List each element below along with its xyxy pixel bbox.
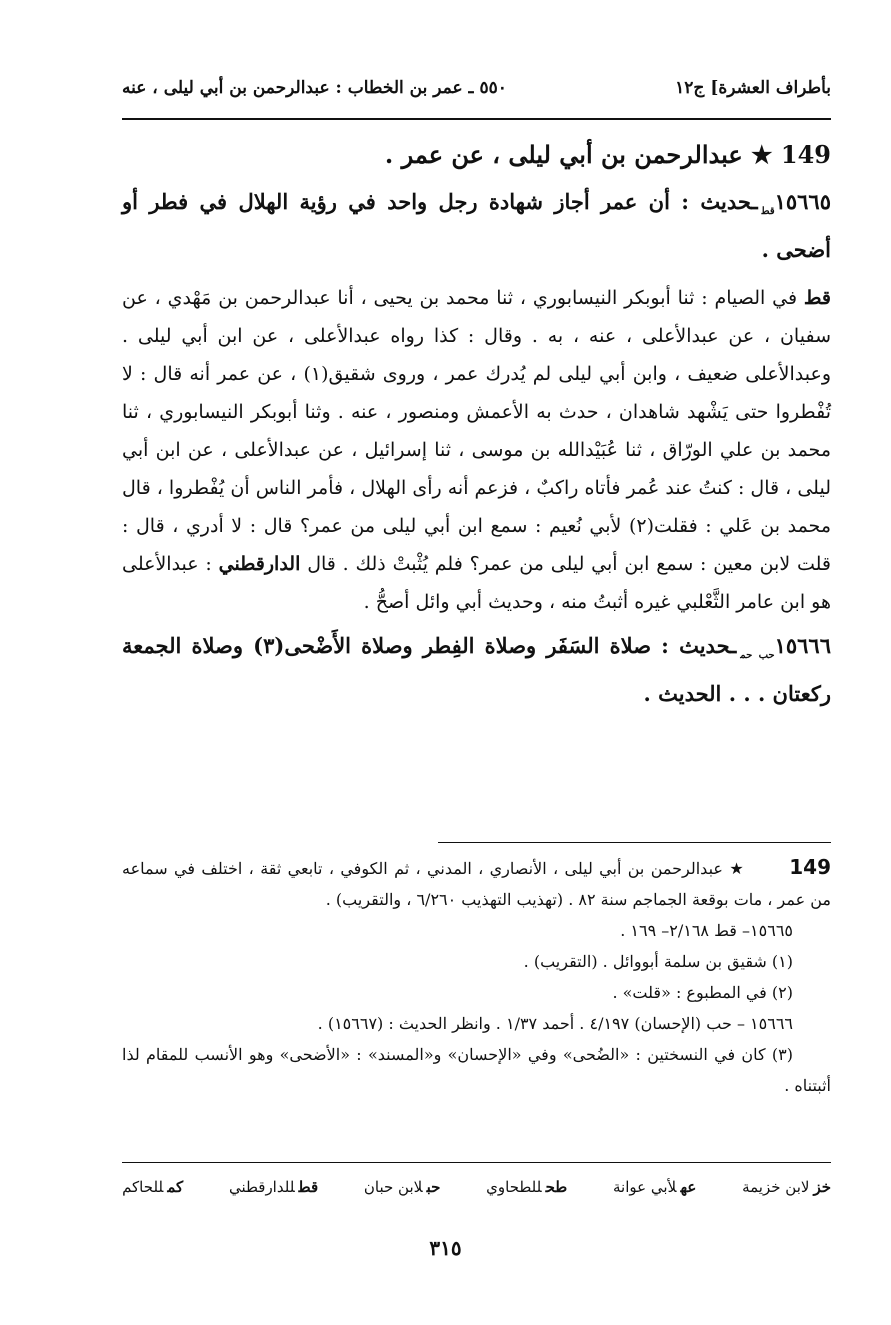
abbr-item: عهلأبي عوانة [612, 1178, 697, 1196]
footnotes [122, 852, 831, 1101]
hadith-text-a: ـحديث : صلاة السَفَر وصلاة الفِطر وصلاة الأَضْحى [284, 633, 737, 659]
footnote-source-15665: ١٥٦٦٥– قط ٢/١٦٨– ١٦٩ . [620, 921, 793, 940]
bottom-rule [122, 1162, 831, 1163]
hadith-number: ١٥٦٦٦ [774, 633, 831, 659]
commentary-paragraph [122, 279, 831, 621]
commentary-part-1: في الصيام : ثنا أبوبكر النيسابوري ، ثنا محمد بن يحيى ، أنا عبدالرحمن بن مَهْدي ، عن سفيان ، عن عبدالأعلى ، عنه ، به . وقال : كذا رواه عبدالأعلى ، عن ابن أبي ليلى . وعبدالأعلى ضعيف ، وابن أبي ليلى لم يُدرك عمر ، وروى شقيق [122, 287, 831, 386]
footnote-3-text: (٣) كان في النسختين : «الضُحى» وفي «الإحسان» و«المسند» : «الأضحى» وهو الأنسب للمقام لذا أثبتناه . [122, 1045, 831, 1095]
hadith-text: ـحديث : أن عمر أجاز شهادة رجل واحد في رؤية الهلال في فطر أو أضحى . [122, 189, 831, 263]
abbr-item: خزلابن خزيمة [742, 1178, 831, 1196]
abbr-item: كمللحاكم [122, 1178, 184, 1196]
entry-heading [122, 135, 831, 175]
hadith-number: ١٥٦٦٥ [774, 189, 831, 214]
star-icon: ★ [751, 140, 773, 169]
footnote-source-15666: ١٥٦٦٦ – حب (الإحسان) ٤/١٩٧ . أحمد ١/٣٧ . وانظر الحديث : (١٥٦٦٧) . [317, 1014, 793, 1033]
abbr-item: طحللطحاوي [486, 1178, 568, 1196]
header-chapter: ٥٥٠ ـ عمر بن الخطاب : عبدالرحمن بن أبي ليلى ، عنه [122, 78, 507, 98]
header-volume: بأطراف العشرة] ج١٢ [675, 78, 831, 98]
main-text [122, 135, 831, 723]
entry-title: عبدالرحمن بن أبي ليلى ، عن عمر . [384, 140, 743, 169]
commentary-siglum: قط [803, 287, 831, 310]
abbreviation-key [122, 1178, 831, 1196]
entry-number: 149 [780, 140, 831, 169]
running-header [122, 72, 831, 104]
commentary-part-4: : عبدالأعلى هو ابن عامر الثَّعْلبي غيره أثبتُ منه ، وحديث أبي وائل أصحُّ . [122, 553, 831, 614]
abbr-item: قطللدارقطني [228, 1178, 319, 1196]
hadith-sigla: قط [761, 206, 775, 218]
footnote-entry-number: 149 [789, 855, 832, 879]
hadith-text-b: وصلاة الجمعة ركعتان . . . الحديث . [122, 633, 831, 707]
footnote-rule [438, 842, 831, 843]
abbr-item: حبلابن حبان [363, 1178, 441, 1196]
commentary-part-2: ، عن عمر أنه قال : لا تُفْطروا حتى يَشْهد شاهدان ، حدث به الأعمش ومنصور ، عنه . وثنا أبوبكر النيسابوري ، ثنا محمد بن علي الورّاق ، ثنا عُبَيْدالله بن موسى ، ثنا إسرائيل ، عن عبدالأعلى ، عن ابن أبي ليلى ، قال : كنتُ عند عُمر فأتاه راكبٌ ، فزعم أنه رأى الهلال ، فأمر الناس أن يُفْطروا ، قال محمد بن عَلي : فقلت [122, 363, 831, 538]
footnote-entry-text: عبدالرحمن بن أبي ليلى ، الأنصاري ، المدني ، ثم الكوفي ، تابعي ثقة ، اختلف في سماعه من عمر ، مات بوقعة الجماجم سنة ٨٢ . (تهذيب التهذيب ٦/٢٦٠ ، والتقريب) . [122, 859, 831, 909]
footnote-ref-2: (٢) [628, 515, 655, 538]
footnote-3 [122, 1039, 831, 1101]
commentary-part-3: لأبي نُعيم : سمع ابن أبي ليلى من عمر؟ قال : لا أدري ، قال : قلت لابن معين : سمع ابن أبي ليلى من عمر؟ فلم يُثْبتْ ذلك . قال [122, 515, 832, 576]
footnote-149 [122, 852, 831, 915]
page-number: ٣١٥ [429, 1236, 462, 1260]
hadith-15665 [122, 183, 831, 269]
header-rule [122, 118, 831, 120]
footnote-ref-3: (٣) [253, 633, 285, 659]
hadith-sigla: حب حم [740, 650, 775, 662]
hadith-15666 [122, 627, 831, 713]
footnote-ref-1: (١) [303, 363, 329, 386]
footnote-1: (١) شقيق بن سلمة أبووائل . (التقريب) . [523, 952, 793, 971]
star-icon: ★ [729, 859, 745, 878]
footnote-2: (٢) في المطبوع : «قلت» . [612, 983, 793, 1002]
daraqutni-label: الدارقطني [218, 553, 301, 576]
